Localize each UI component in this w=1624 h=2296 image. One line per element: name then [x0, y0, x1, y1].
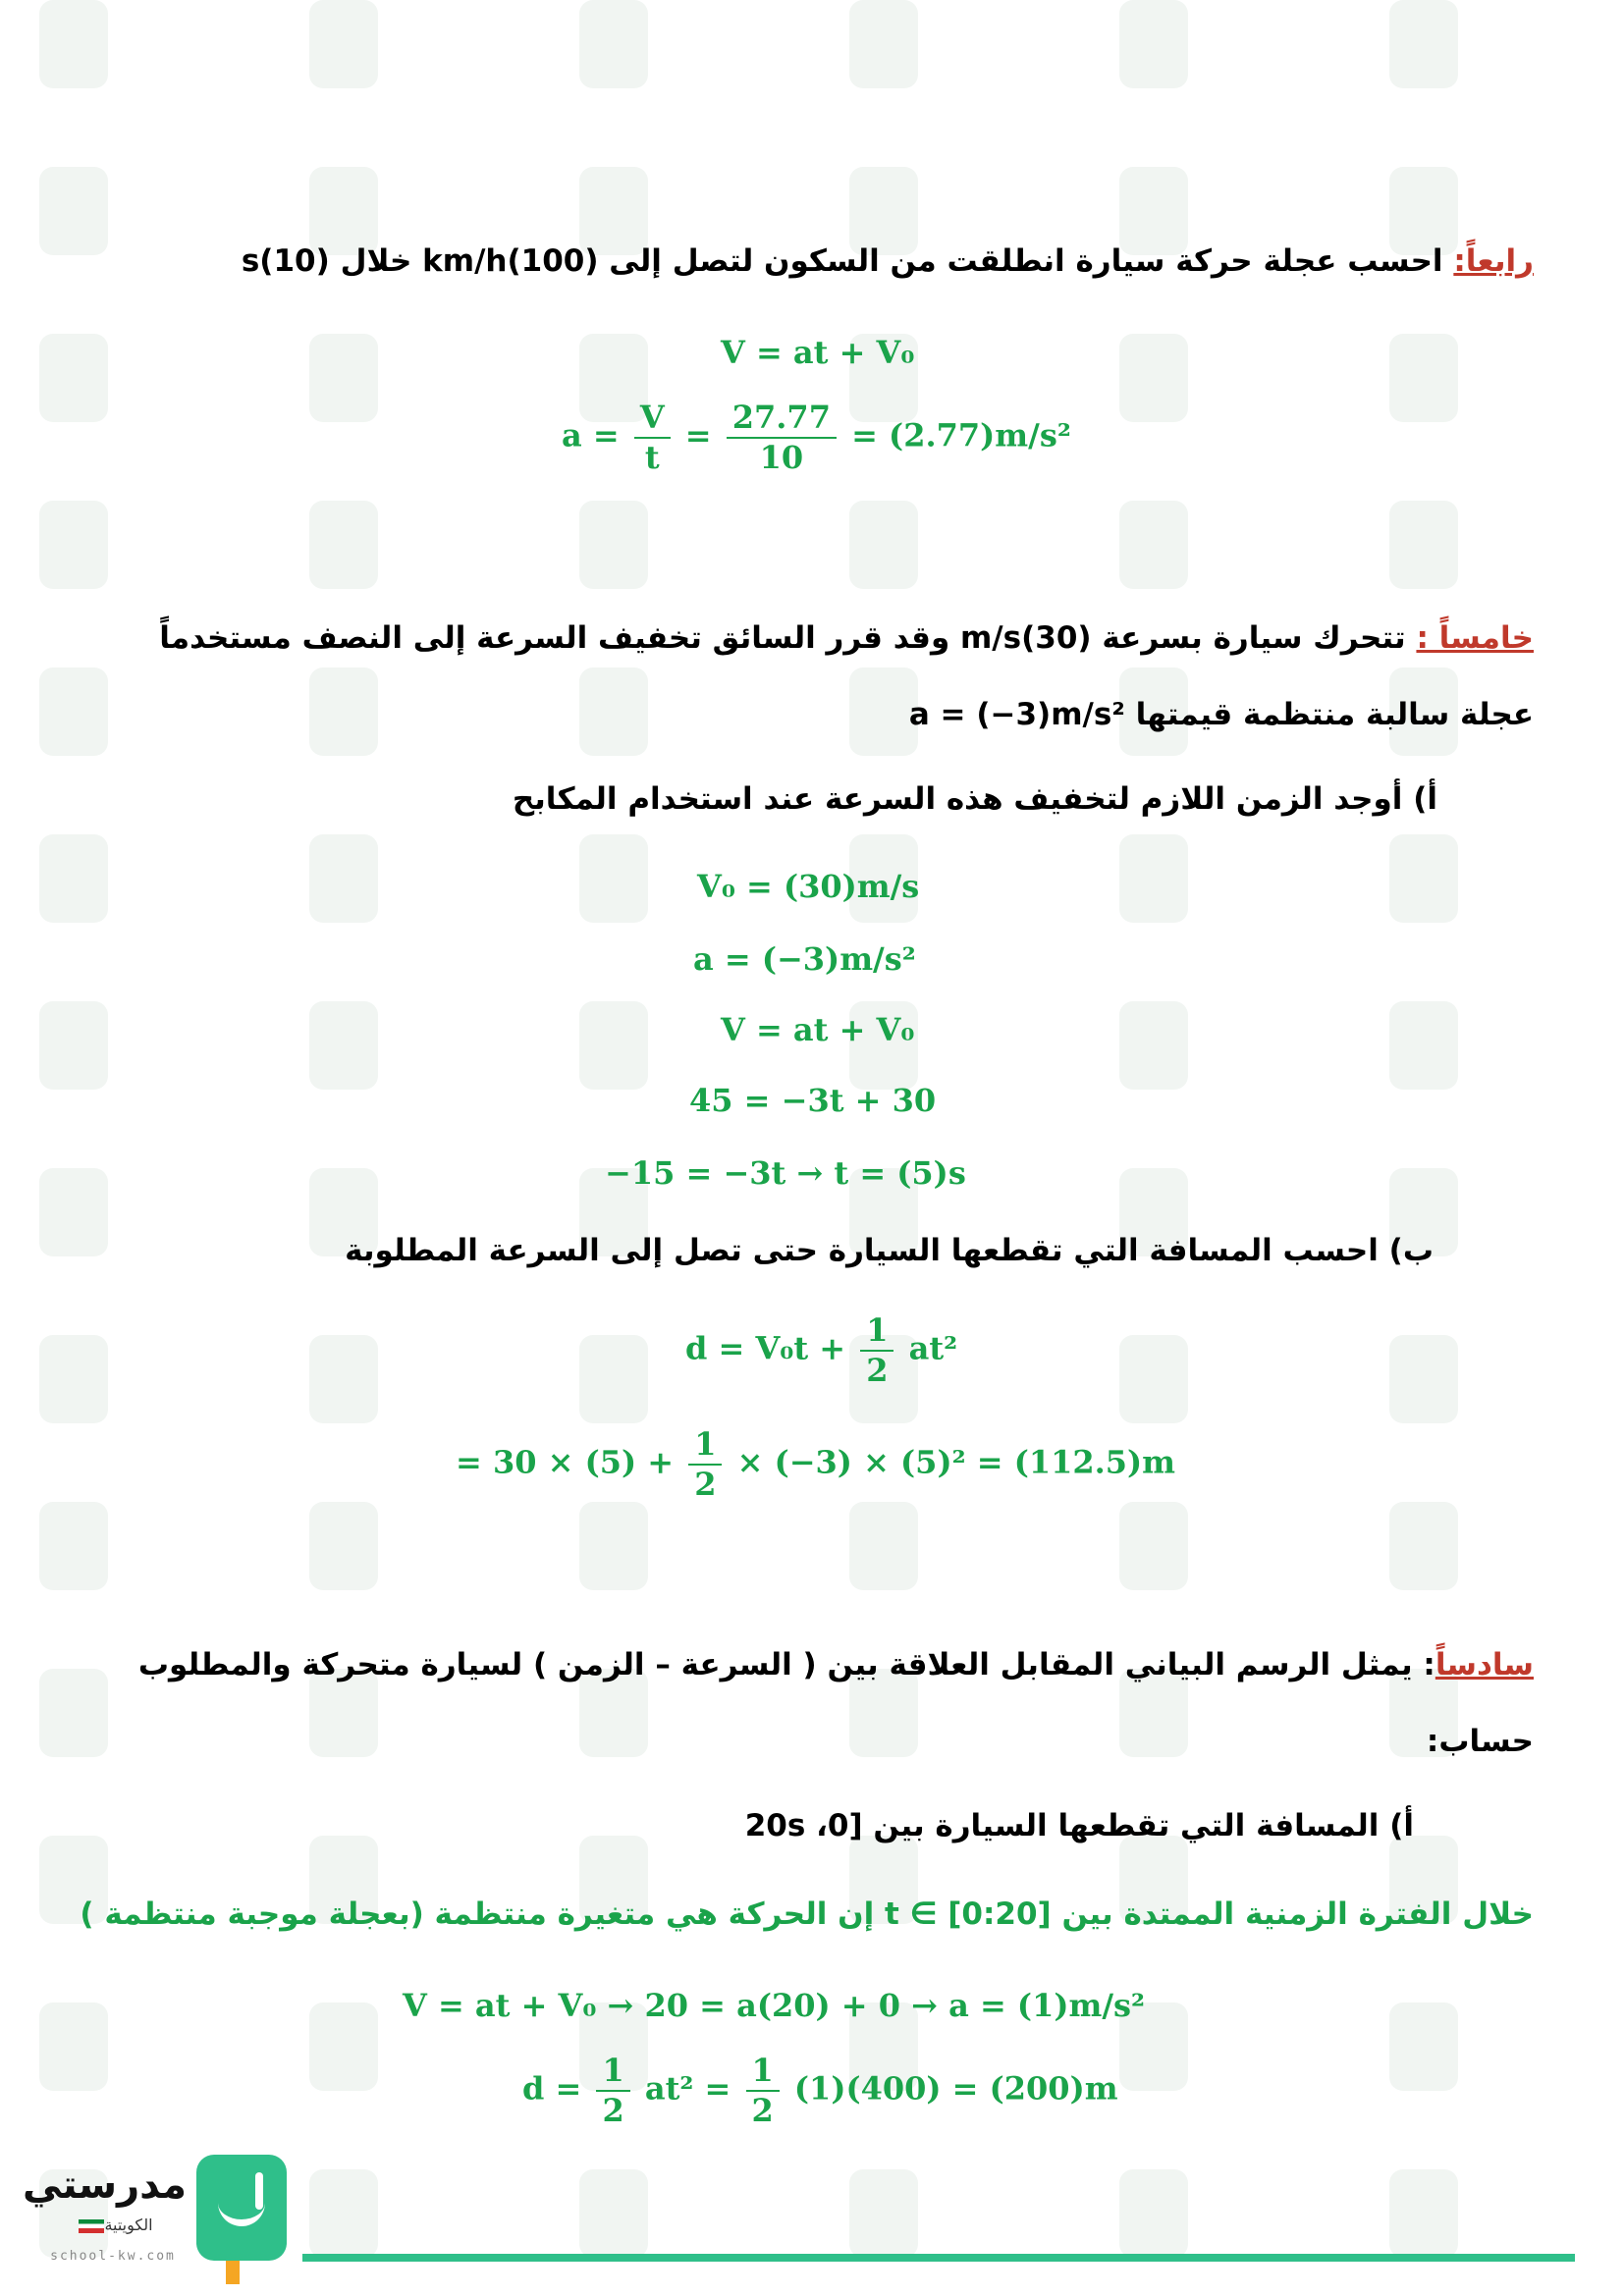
q6-label: سادساً — [1435, 1647, 1534, 1682]
q6-text2: حساب: — [1426, 1724, 1534, 1759]
q4-eq2-mid: = — [684, 416, 712, 454]
q4-eq2-frac2-den: 10 — [759, 439, 804, 477]
q5-a-eq4: 45 = −3t + 30 — [689, 1082, 937, 1119]
q4-eq2-frac2 — [727, 400, 837, 475]
q5-b-eq2-left: = 30 × (5) + — [456, 1443, 675, 1481]
logo-subtitle-text: الكويتية — [104, 2216, 153, 2234]
q5-b-eq1-frac — [860, 1313, 893, 1388]
q4-eq2-frac1-num: V — [634, 400, 671, 439]
q6-part-a: أ) المسافة التي تقطعها السيارة بين [0، 20s — [744, 1808, 1414, 1843]
q6-eq2-mid: at² = — [644, 2069, 731, 2108]
q5-label: خامساً : — [1416, 620, 1534, 656]
q5-heading — [159, 620, 1534, 656]
logo-badge-icon — [196, 2155, 287, 2261]
q5-b-eq2-frac — [688, 1427, 722, 1502]
q6-text1: : يمثل الرسم البياني المقابل العلاقة بين ( السرعة – الزمن ) لسيارة متحركة والمطلوب — [137, 1647, 1435, 1682]
q5-a-eq5: −15 = −3t → t = (5)s — [605, 1154, 966, 1192]
q5-text1: تتحرك سيارة بسرعة m/s(30) وقد قرر السائق تخفيف السرعة إلى النصف مستخدماً — [159, 620, 1417, 656]
q5-b-eq2-den: 2 — [694, 1466, 717, 1504]
q6-eq1: V = at + V₀ → 20 = a(20) + 0 → a = (1)m/s² — [403, 1987, 1146, 2024]
q6-heading — [138, 1647, 1534, 1682]
logo-subtitle — [39, 2216, 187, 2234]
q4-heading — [242, 243, 1534, 279]
q6-eq2 — [522, 2054, 1118, 2128]
q5-part-a: أ) أوجد الزمن اللازم لتخفيف هذه السرعة عند استخدام المكابح — [512, 781, 1437, 817]
q6-eq2-frac2 — [746, 2054, 780, 2128]
q6-eq2-frac1-num: 1 — [596, 2054, 629, 2092]
q5-b-eq1-num: 1 — [860, 1313, 893, 1352]
q4-eq2-frac1 — [634, 400, 671, 475]
q5-part-b: ب) احسب المسافة التي تقطعها السيارة حتى تصل إلى السرعة المطلوبة — [345, 1233, 1434, 1268]
q6-eq2-frac2-num: 1 — [746, 2054, 780, 2092]
q4-eq2-frac1-den: t — [644, 439, 660, 477]
q6-note: خلال الفترة الزمنية الممتدة بين [0:20] ∋ t إن الحركة هي متغيرة منتظمة (بعجلة موجبة منتظمة ) — [80, 1896, 1534, 1932]
q5-text2: عجلة سالبة منتظمة قيمتها a = (−3)m/s² — [908, 697, 1534, 732]
q5-b-eq2-num: 1 — [688, 1427, 722, 1466]
q4-eq2-right: = (2.77)m/s² — [851, 416, 1071, 454]
q5-a-eq3: V = at + V₀ — [721, 1011, 915, 1048]
logo-title: مدرستي — [22, 2163, 187, 2208]
q6-eq2-frac1-den: 2 — [602, 2092, 624, 2130]
logo-url: school-kw.com — [50, 2249, 176, 2264]
q5-a-eq2: a = (−3)m/s² — [693, 940, 916, 978]
q6-eq2-frac1 — [596, 2054, 629, 2128]
q5-b-eq1-right: at² — [908, 1329, 958, 1367]
site-logo[interactable] — [22, 2155, 295, 2292]
q6-eq2-right: (1)(400) = (200)m — [793, 2069, 1118, 2108]
q5-b-eq1-left: d = V₀t + — [685, 1329, 846, 1367]
q5-b-eq1 — [685, 1313, 957, 1388]
q4-text: احسب عجلة حركة سيارة انطلقت من السكون لتصل إلى km/h(100) خلال s(10) — [241, 243, 1454, 279]
kuwait-flag-icon — [79, 2219, 104, 2233]
q4-eq2-left: a = — [562, 416, 620, 454]
q4-label: رابعاً: — [1453, 243, 1534, 279]
footer-divider — [302, 2254, 1575, 2262]
q4-eq1: V = at + V₀ — [721, 334, 915, 371]
q4-eq2 — [562, 400, 1071, 475]
q6-eq2-frac2-den: 2 — [751, 2092, 774, 2130]
q5-a-eq1: V₀ = (30)m/s — [697, 868, 920, 905]
q4-eq2-frac2-num: 27.77 — [727, 400, 837, 439]
q5-b-eq2 — [456, 1427, 1175, 1502]
q5-b-eq1-den: 2 — [866, 1352, 889, 1390]
q6-eq2-left: d = — [522, 2069, 582, 2108]
q5-b-eq2-right: × (−3) × (5)² = (112.5)m — [736, 1443, 1176, 1481]
